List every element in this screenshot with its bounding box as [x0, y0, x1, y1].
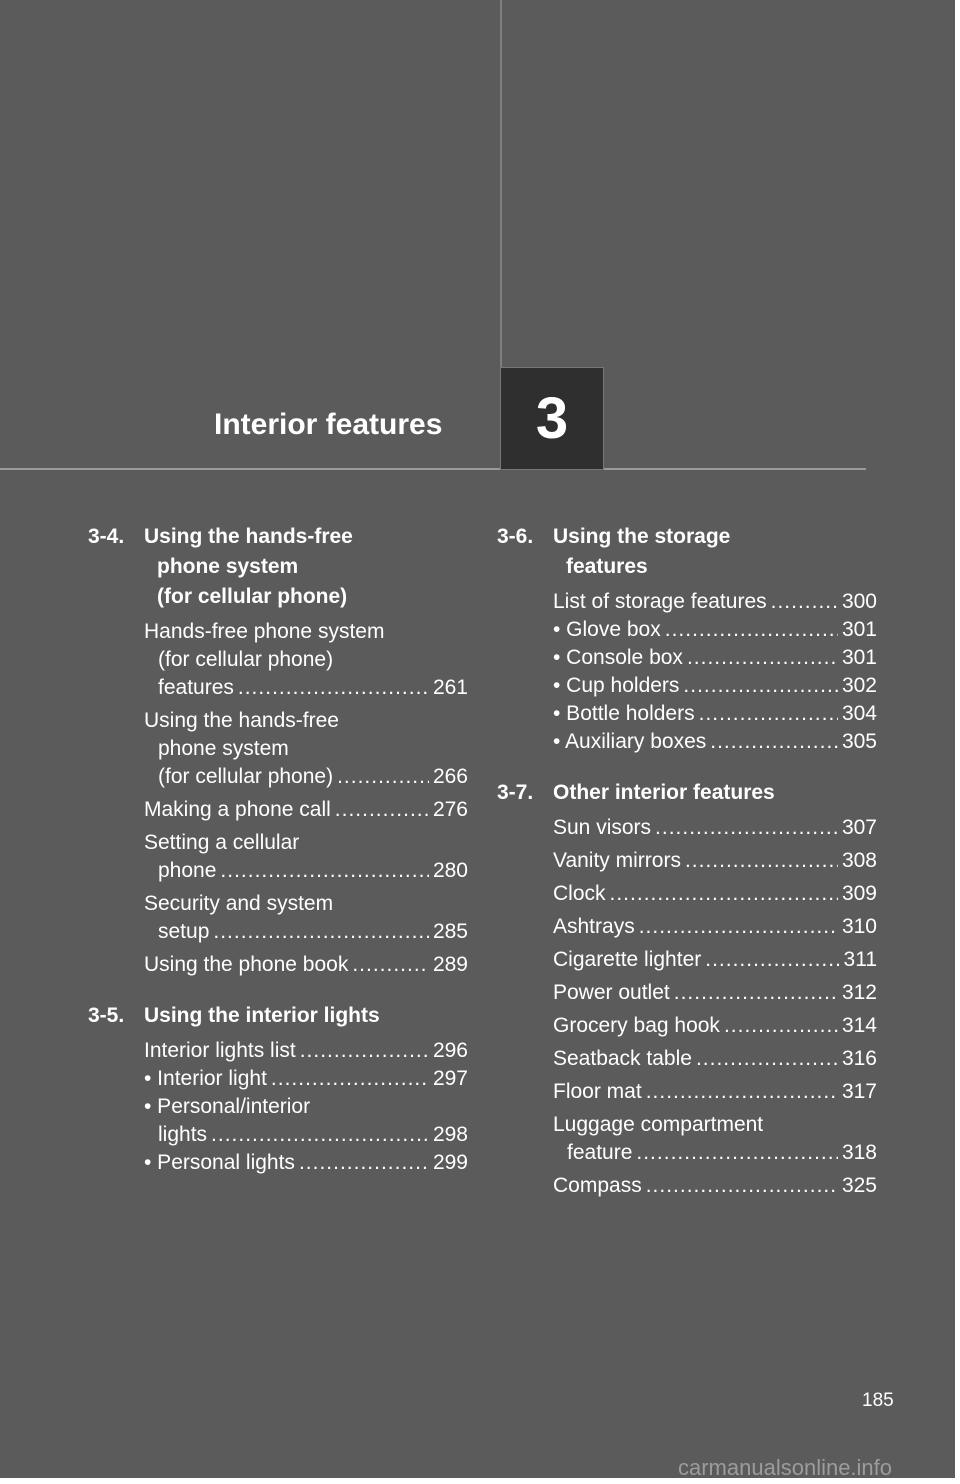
entry-page-number: 302 [841, 674, 877, 697]
toc-entry[interactable] [553, 644, 877, 672]
toc-entry[interactable] [553, 1078, 877, 1106]
toc-entry[interactable] [553, 913, 877, 941]
dot-leader [683, 672, 838, 700]
dot-leader [639, 913, 838, 941]
dot-leader [299, 1149, 429, 1177]
entry-page-number: 301 [841, 618, 877, 641]
entry-label: List of storage features [553, 590, 767, 613]
toc-entry[interactable] [144, 1065, 468, 1093]
entry-page-number: 309 [841, 882, 877, 905]
dot-leader [710, 728, 838, 756]
entry-page-number: 312 [841, 981, 877, 1004]
entry-page-number: 310 [841, 915, 877, 938]
section-heading [497, 778, 877, 808]
entry-page-number: 300 [841, 590, 877, 613]
entry-page-number: 314 [841, 1014, 877, 1037]
entry-label: Making a phone call [144, 798, 331, 821]
entry-label: setup [158, 920, 210, 943]
toc-section [88, 1001, 468, 1177]
dot-leader [674, 979, 838, 1007]
dot-leader [687, 644, 838, 672]
entry-label: • Personal/interior [144, 1095, 311, 1118]
dot-leader [352, 951, 429, 979]
entry-page-number: 304 [841, 702, 877, 725]
toc-entry[interactable] [553, 1172, 877, 1200]
dot-leader [696, 1045, 838, 1073]
entry-label: • Bottle holders [553, 702, 695, 725]
dot-leader [238, 674, 429, 702]
toc-section [497, 778, 877, 1200]
entry-page-number: 317 [841, 1080, 877, 1103]
dot-leader [646, 1078, 838, 1106]
entry-page-number: 297 [432, 1067, 468, 1090]
dot-leader [211, 1121, 429, 1149]
toc-entry[interactable] [144, 890, 468, 946]
entry-page-number: 261 [432, 676, 468, 699]
entry-label: • Interior light [144, 1067, 267, 1090]
entry-label: Seatback table [553, 1047, 692, 1070]
dot-leader [699, 700, 838, 728]
toc-entry[interactable] [553, 1045, 877, 1073]
entry-label: phone system [158, 737, 289, 760]
entry-label: Power outlet [553, 981, 670, 1004]
entry-label: Clock [553, 882, 606, 905]
entry-label: Grocery bag hook [553, 1014, 720, 1037]
toc-entry[interactable] [553, 847, 877, 875]
entry-label: Compass [553, 1174, 642, 1197]
entry-label: • Cup holders [553, 674, 680, 697]
toc-entry[interactable] [553, 728, 877, 756]
toc-entry[interactable] [553, 588, 877, 616]
entry-label: • Glove box [553, 618, 661, 641]
chapter-number: 3 [535, 386, 569, 451]
toc-column-right [497, 522, 877, 1222]
section-heading [88, 522, 468, 612]
section-number: 3-6. [497, 525, 534, 548]
dot-leader [724, 1012, 838, 1040]
dot-leader [300, 1037, 429, 1065]
entry-page-number: 316 [841, 1047, 877, 1070]
toc-entry[interactable] [553, 880, 877, 908]
entry-page-number: 298 [432, 1123, 468, 1146]
section-title-line: Using the storage [553, 525, 731, 548]
toc-section [88, 522, 468, 979]
entry-label: Luggage compartment [553, 1113, 764, 1136]
entry-label: Security and system [144, 892, 334, 915]
entry-page-number: 280 [432, 859, 468, 882]
toc-entry[interactable] [553, 1111, 877, 1167]
dot-leader [685, 847, 838, 875]
entry-label: Sun visors [553, 816, 652, 839]
entry-label: phone [158, 859, 217, 882]
section-number: 3-7. [497, 781, 534, 804]
toc-entry[interactable] [144, 1149, 468, 1177]
dot-leader [271, 1065, 429, 1093]
section-title-line: (for cellular phone) [157, 585, 348, 608]
entry-page-number: 308 [841, 849, 877, 872]
entry-label: Vanity mirrors [553, 849, 681, 872]
dot-leader [220, 857, 429, 885]
entry-page-number: 299 [432, 1151, 468, 1174]
dot-leader [610, 880, 838, 908]
entry-label: feature [567, 1141, 633, 1164]
toc-entry[interactable] [144, 796, 468, 824]
entry-label: Using the hands-free [144, 709, 339, 732]
chapter-number-tab [500, 367, 604, 470]
section-heading [88, 1001, 468, 1031]
entry-page-number: 311 [843, 948, 877, 971]
entry-page-number: 305 [841, 730, 877, 753]
toc-entry[interactable] [144, 707, 468, 791]
toc-entry[interactable] [553, 700, 877, 728]
dot-leader [665, 616, 838, 644]
toc-entry[interactable] [553, 814, 877, 842]
section-heading [497, 522, 877, 582]
dot-leader [655, 814, 838, 842]
section-number: 3-4. [88, 525, 125, 548]
entry-label: Floor mat [553, 1080, 642, 1103]
entry-page-number: 318 [841, 1141, 877, 1164]
toc-entry[interactable] [553, 979, 877, 1007]
toc-column-left [88, 522, 468, 1199]
entry-label: Using the phone book [144, 953, 349, 976]
entry-label: • Auxiliary boxes [553, 730, 707, 753]
dot-leader [705, 946, 839, 974]
toc-entry[interactable] [144, 829, 468, 885]
entry-page-number: 266 [432, 765, 468, 788]
toc-entry[interactable] [144, 1037, 468, 1065]
entry-label: Cigarette lighter [553, 948, 702, 971]
entry-label: (for cellular phone) [158, 765, 334, 788]
vertical-rule [500, 0, 502, 368]
section-title-line: Other interior features [553, 781, 775, 804]
entry-label: Ashtrays [553, 915, 635, 938]
chapter-title: Interior features [214, 408, 443, 441]
toc-entry[interactable] [144, 618, 468, 702]
page-number: 185 [862, 1390, 894, 1411]
entry-label: Hands-free phone system [144, 620, 385, 643]
entry-label: Interior lights list [144, 1039, 296, 1062]
dot-leader [771, 588, 838, 616]
section-number: 3-5. [88, 1004, 125, 1027]
toc-entry[interactable] [553, 946, 877, 974]
dot-leader [636, 1139, 838, 1167]
toc-section [497, 522, 877, 756]
section-title-line: Using the interior lights [144, 1004, 380, 1027]
entry-label: lights [158, 1123, 208, 1146]
dot-leader [335, 796, 429, 824]
toc-entry[interactable] [144, 1093, 468, 1149]
section-title-line: phone system [157, 555, 299, 578]
dot-leader [337, 763, 429, 791]
watermark: carmanualsonline.info [678, 1455, 893, 1480]
section-title-line: Using the hands-free [144, 525, 353, 548]
entry-page-number: 325 [841, 1174, 877, 1197]
entry-label: • Console box [553, 646, 683, 669]
toc-entry[interactable] [553, 672, 877, 700]
entry-page-number: 276 [432, 798, 468, 821]
entry-page-number: 301 [841, 646, 877, 669]
section-title-line: features [566, 555, 648, 578]
entry-label: features [158, 676, 234, 699]
toc-entry[interactable] [553, 1012, 877, 1040]
dot-leader [213, 918, 429, 946]
entry-label: (for cellular phone) [158, 648, 334, 671]
toc-entry[interactable] [553, 616, 877, 644]
dot-leader [646, 1172, 838, 1200]
toc-entry[interactable] [144, 951, 468, 979]
entry-page-number: 289 [432, 953, 468, 976]
entry-page-number: 285 [432, 920, 468, 943]
entry-label: Setting a cellular [144, 831, 300, 854]
entry-label: • Personal lights [144, 1151, 295, 1174]
entry-page-number: 307 [841, 816, 877, 839]
horizontal-rule [0, 468, 866, 470]
entry-page-number: 296 [432, 1039, 468, 1062]
